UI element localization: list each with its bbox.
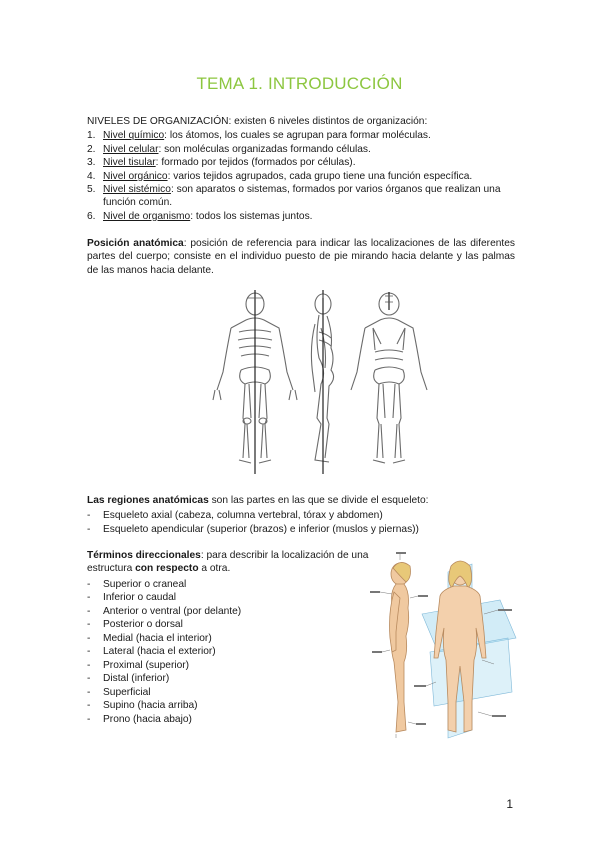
list-item: - Posterior o dorsal [87, 618, 372, 632]
list-item: - Supino (hacia arriba) [87, 699, 372, 713]
level-item: 1. Nivel químico: los átomos, los cuales se agrupan para formar moléculas. [87, 130, 431, 142]
label-marker [370, 591, 380, 593]
list-item: - Inferior o caudal [87, 591, 372, 605]
page-number: 1 [506, 797, 513, 811]
list-item: - Anterior o ventral (por delante) [87, 605, 372, 619]
level-item: 5. Nivel sistémico: son aparatos o sistemas, formados por varios órganos que realizan una función común. [87, 184, 501, 209]
list-item: - Lateral (hacia el exterior) [87, 645, 372, 659]
level-term: Nivel orgánico [103, 170, 168, 182]
list-item: - Medial (hacia el interior) [87, 632, 372, 646]
level-term: Nivel químico [103, 130, 165, 142]
body-planes-illustration [360, 552, 518, 740]
regions-term: Las regiones anatómicas [87, 495, 209, 506]
list-item: - Esqueleto apendicular (superior (brazos) e inferior (muslos y piernas)) [87, 523, 527, 536]
level-term: Nivel sistémico [103, 184, 171, 196]
list-item: - Esqueleto axial (cabeza, columna vertebral, tórax y abdomen) [87, 509, 527, 522]
level-text: : todos los sistemas juntos. [190, 210, 313, 222]
directional-terms-emphasis: con respecto [135, 563, 199, 575]
skeleton-back-figure [351, 293, 427, 463]
level-text: : varios tejidos agrupados, cada grupo tiene una función específica. [167, 170, 473, 182]
directional-terms-section: Términos direccionales: para describir la localización de una estructura con respecto a otra. - Superior o craneal - Inferior o caudal - Anterior o ventral (por delante) - Posterior o dorsal - Medial (hacia el interior) - Lateral (hacia el exterior) - Proximal (superior) - Distal (inferior) - Superficial - Supino (hacia arriba) - Prono (hacia abajo) [87, 549, 372, 726]
label-marker [416, 723, 426, 725]
label-marker [372, 651, 382, 653]
levels-list [87, 129, 527, 223]
list-item: - Prono (hacia abajo) [87, 713, 372, 727]
skeleton-anatomical-position-illustration [203, 288, 435, 476]
level-term: Nivel de organismo [103, 210, 191, 222]
organization-levels-section [87, 115, 527, 223]
directional-terms-list [87, 578, 372, 727]
label-marker [492, 715, 506, 717]
level-item: 3. Nivel tisular: formado por tejidos (formados por células). [87, 157, 356, 169]
list-item: - Superficial [87, 686, 372, 700]
level-item: 6. Nivel de organismo: todos los sistemas juntos. [87, 210, 313, 222]
label-marker [418, 595, 428, 597]
label-marker [414, 685, 426, 687]
page-title: TEMA 1. INTRODUCCIÓN [196, 74, 403, 93]
level-term: Nivel celular [103, 143, 159, 155]
regions-text: son las partes en las que se divide el esqueleto: [208, 495, 429, 506]
level-text: : son moléculas organizadas formando células. [158, 143, 371, 155]
list-item: - Superior o craneal [87, 578, 372, 592]
list-item: - Distal (inferior) [87, 672, 372, 686]
label-marker [498, 609, 512, 611]
directional-terms-term: Términos direccionales [87, 550, 201, 561]
levels-intro: NIVELES DE ORGANIZACIÓN: existen 6 niveles distintos de organización: [87, 116, 428, 127]
level-item: 2. Nivel celular: son moléculas organizadas formando células. [87, 143, 371, 155]
anatomical-position-term: Posición anatómica [87, 238, 184, 249]
regions-list [87, 509, 527, 536]
side-view-figure [390, 562, 411, 732]
level-term: Nivel tisular [103, 157, 156, 169]
anatomical-position-paragraph [87, 237, 515, 277]
level-text: : son aparatos o sistemas, formados por varios órganos que realizan una función común. [103, 184, 501, 209]
list-item: - Proximal (superior) [87, 659, 372, 673]
level-item: 4. Nivel orgánico: varios tejidos agrupados, cada grupo tiene una función específica. [87, 170, 473, 182]
level-text: : formado por tejidos (formados por células). [155, 157, 356, 169]
label-marker [396, 552, 406, 554]
anatomical-regions-section [87, 494, 527, 536]
anatomical-position-text: : posición de referencia para indicar las localizaciones de las diferentes partes del cuerpo; consiste en el individuo puesto de pie mirando hacia delante y las palmas de las manos hacia delante. [87, 238, 515, 276]
level-text: : los átomos, los cuales se agrupan para formar moléculas. [164, 130, 431, 142]
